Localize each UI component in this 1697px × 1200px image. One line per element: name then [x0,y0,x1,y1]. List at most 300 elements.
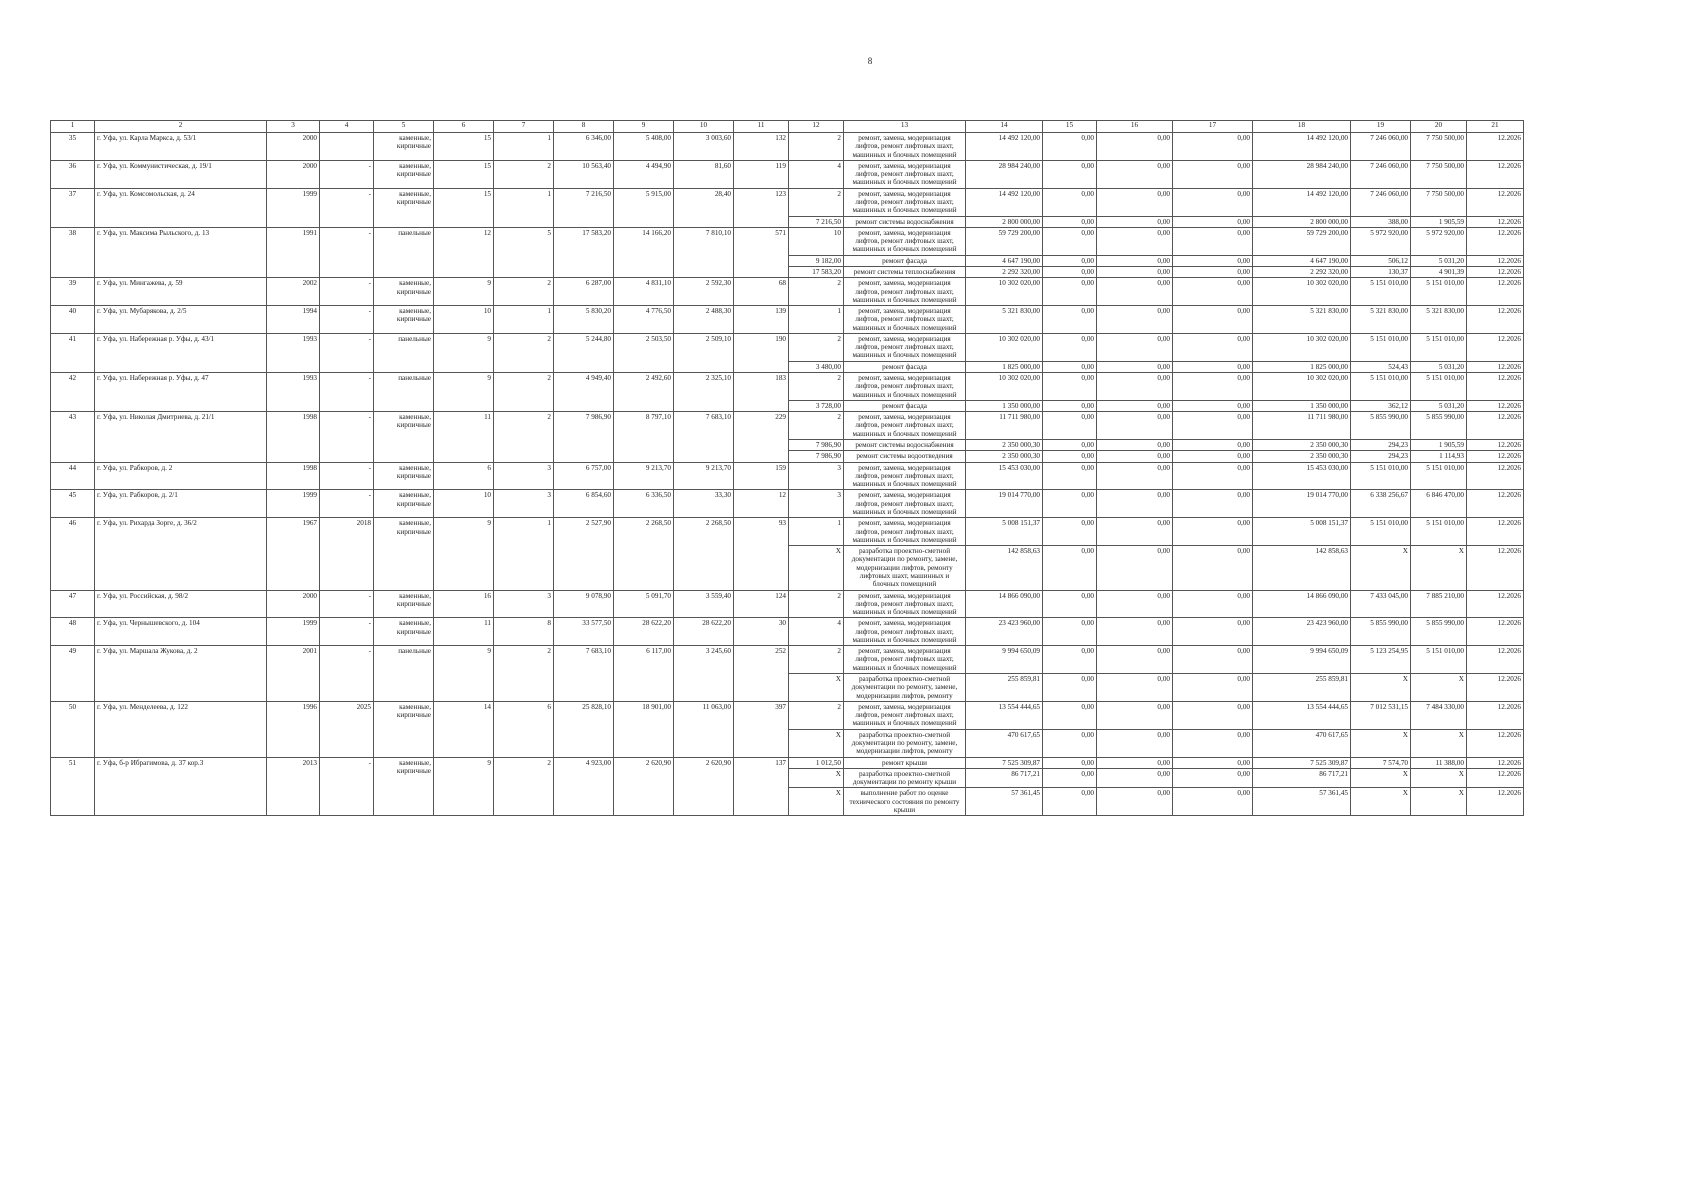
completion-term: 12.2026 [1467,546,1524,590]
build-year: 1998 [267,462,320,490]
entrances: 1 [494,518,554,590]
work-name: ремонт фасада [844,255,966,266]
unit-cost: 7 012 531,15 [1351,701,1411,729]
fund-federal: 0,00 [1043,361,1097,372]
address: г. Уфа, ул. Максима Рыльского, д. 13 [95,227,267,277]
wall-material: каменные, кирпичные [374,412,434,462]
floors: 12 [434,227,494,277]
record-number: 51 [51,757,95,816]
work-cost: 15 453 030,00 [966,462,1043,490]
fund-federal: 0,00 [1043,768,1097,788]
fund-local: 0,00 [1173,333,1253,361]
fund-federal: 0,00 [1043,133,1097,161]
living-area: 2 503,50 [614,333,674,372]
private-area: 2 620,90 [674,757,734,816]
work-volume: 3 480,00 [789,361,844,372]
unit-cost: X [1351,729,1411,757]
living-area: 6 117,00 [614,646,674,702]
work-cost: 10 302 020,00 [966,373,1043,401]
table-row [51,590,1524,618]
wall-material: каменные, кирпичные [374,590,434,618]
floors: 10 [434,306,494,334]
living-area: 5 091,70 [614,590,674,618]
private-area: 2 509,10 [674,333,734,372]
record-number: 46 [51,518,95,590]
fund-local: 0,00 [1173,227,1253,255]
fund-federal: 0,00 [1043,646,1097,674]
work-cost: 10 302 020,00 [966,278,1043,306]
table-row [51,306,1524,334]
address: г. Уфа, ул. Набережная р. Уфы, д. 47 [95,373,267,412]
private-area: 7 683,10 [674,412,734,462]
work-name: ремонт фасада [844,361,966,372]
record-number: 49 [51,646,95,702]
fund-regional: 0,00 [1097,757,1173,768]
total-area: 2 527,90 [554,518,614,590]
work-volume: 2 [789,278,844,306]
address: г. Уфа, б-р Ибрагимова, д. 37 кор.3 [95,757,267,816]
fund-owners: 13 554 444,65 [1253,701,1351,729]
work-volume: 4 [789,618,844,646]
work-volume: 17 583,20 [789,266,844,277]
unit-cost-limit: X [1411,546,1467,590]
fund-federal: 0,00 [1043,788,1097,816]
address: г. Уфа, ул. Коммунистическая, д. 19/1 [95,160,267,188]
fund-regional: 0,00 [1097,590,1173,618]
unit-cost-limit: 11 388,00 [1411,757,1467,768]
build-year: 1996 [267,701,320,757]
work-cost: 5 321 830,00 [966,306,1043,334]
record-number: 48 [51,618,95,646]
completion-term: 12.2026 [1467,768,1524,788]
unit-cost: X [1351,768,1411,788]
table-row [51,133,1524,161]
fund-owners: 14 866 090,00 [1253,590,1351,618]
fund-federal: 0,00 [1043,440,1097,451]
work-name: разработка проектно-сметной документации по ремонту, замене, модернизации лифтов, ремонту [844,674,966,702]
work-cost: 7 525 309,87 [966,757,1043,768]
floors: 16 [434,590,494,618]
column-number-21: 21 [1467,121,1524,133]
completion-term: 12.2026 [1467,216,1524,227]
floors: 9 [434,757,494,816]
completion-term: 12.2026 [1467,412,1524,440]
record-number: 36 [51,160,95,188]
fund-owners: 470 617,65 [1253,729,1351,757]
residents-count: 397 [734,701,789,757]
completion-term: 12.2026 [1467,188,1524,216]
entrances: 2 [494,646,554,702]
floors: 9 [434,373,494,412]
living-area: 2 620,90 [614,757,674,816]
address: г. Уфа, ул. Карла Маркса, д. 53/1 [95,133,267,161]
work-cost: 11 711 980,00 [966,412,1043,440]
total-area: 9 078,90 [554,590,614,618]
work-name: ремонт, замена, модернизация лифтов, ремонт лифтовых шахт, машинных и блочных помещений [844,160,966,188]
floors: 9 [434,278,494,306]
address: г. Уфа, ул. Рабкоров, д. 2/1 [95,490,267,518]
completion-term: 12.2026 [1467,618,1524,646]
fund-regional: 0,00 [1097,646,1173,674]
wall-material: каменные, кирпичные [374,278,434,306]
column-number-4: 4 [320,121,374,133]
private-area: 2 268,50 [674,518,734,590]
completion-term: 12.2026 [1467,440,1524,451]
work-volume: 7 986,90 [789,440,844,451]
work-volume: 3 [789,490,844,518]
fund-regional: 0,00 [1097,188,1173,216]
repair-plan-table [50,120,1524,816]
residents-count: 190 [734,333,789,372]
fund-local: 0,00 [1173,373,1253,401]
column-number-10: 10 [674,121,734,133]
unit-cost: 5 855 990,00 [1351,618,1411,646]
unit-cost-limit: 5 855 990,00 [1411,618,1467,646]
unit-cost-limit: 5 151 010,00 [1411,462,1467,490]
reconstruction-year: - [320,278,374,306]
unit-cost: 5 321 830,00 [1351,306,1411,334]
work-cost: 142 858,63 [966,546,1043,590]
fund-owners: 9 994 650,09 [1253,646,1351,674]
fund-local: 0,00 [1173,701,1253,729]
unit-cost: 362,12 [1351,400,1411,411]
unit-cost-limit: 7 885 210,00 [1411,590,1467,618]
record-number: 42 [51,373,95,412]
build-year: 1999 [267,618,320,646]
build-year: 1993 [267,333,320,372]
address: г. Уфа, ул. Маршала Жукова, д. 2 [95,646,267,702]
private-area: 81,60 [674,160,734,188]
fund-federal: 0,00 [1043,590,1097,618]
completion-term: 12.2026 [1467,160,1524,188]
column-number-1: 1 [51,121,95,133]
entrances: 3 [494,590,554,618]
total-area: 5 244,80 [554,333,614,372]
work-name: ремонт, замена, модернизация лифтов, ремонт лифтовых шахт, машинных и блочных помещений [844,333,966,361]
build-year: 1998 [267,412,320,462]
repair-plan-sheet [50,120,1524,816]
living-area: 14 166,20 [614,227,674,277]
wall-material: каменные, кирпичные [374,618,434,646]
fund-owners: 10 302 020,00 [1253,333,1351,361]
total-area: 5 830,20 [554,306,614,334]
total-area: 4 949,40 [554,373,614,412]
private-area: 3 245,60 [674,646,734,702]
fund-owners: 19 014 770,00 [1253,490,1351,518]
total-area: 7 986,90 [554,412,614,462]
fund-local: 0,00 [1173,590,1253,618]
entrances: 3 [494,490,554,518]
work-cost: 2 350 000,30 [966,440,1043,451]
column-number-3: 3 [267,121,320,133]
fund-regional: 0,00 [1097,160,1173,188]
fund-regional: 0,00 [1097,133,1173,161]
reconstruction-year: 2018 [320,518,374,590]
residents-count: 229 [734,412,789,462]
record-number: 35 [51,133,95,161]
table-row [51,646,1524,674]
fund-regional: 0,00 [1097,412,1173,440]
private-area: 3 003,60 [674,133,734,161]
record-number: 40 [51,306,95,334]
living-area: 28 622,20 [614,618,674,646]
fund-federal: 0,00 [1043,255,1097,266]
total-area: 33 577,50 [554,618,614,646]
work-name: ремонт, замена, модернизация лифтов, ремонт лифтовых шахт, машинных и блочных помещений [844,133,966,161]
entrances: 1 [494,306,554,334]
work-volume: 2 [789,188,844,216]
reconstruction-year: - [320,490,374,518]
work-volume: 7 986,90 [789,451,844,462]
floors: 11 [434,618,494,646]
fund-local: 0,00 [1173,266,1253,277]
floors: 11 [434,412,494,462]
work-name: ремонт, замена, модернизация лифтов, ремонт лифтовых шахт, машинных и блочных помещений [844,701,966,729]
entrances: 2 [494,160,554,188]
living-area: 2 492,60 [614,373,674,412]
living-area: 4 831,10 [614,278,674,306]
unit-cost: 524,43 [1351,361,1411,372]
work-name: ремонт системы водоснабжения [844,216,966,227]
work-name: ремонт, замена, модернизация лифтов, ремонт лифтовых шахт, машинных и блочных помещений [844,518,966,546]
fund-owners: 14 492 120,00 [1253,188,1351,216]
unit-cost-limit: 5 972 920,00 [1411,227,1467,255]
work-name: ремонт, замена, модернизация лифтов, ремонт лифтовых шахт, машинных и блочных помещений [844,227,966,255]
fund-federal: 0,00 [1043,518,1097,546]
fund-regional: 0,00 [1097,729,1173,757]
work-cost: 2 350 000,30 [966,451,1043,462]
completion-term: 12.2026 [1467,701,1524,729]
fund-owners: 59 729 200,00 [1253,227,1351,255]
fund-local: 0,00 [1173,216,1253,227]
build-year: 1999 [267,490,320,518]
address: г. Уфа, ул. Мубарякова, д. 2/5 [95,306,267,334]
fund-regional: 0,00 [1097,518,1173,546]
fund-owners: 14 492 120,00 [1253,133,1351,161]
unit-cost: 294,23 [1351,440,1411,451]
wall-material: каменные, кирпичные [374,188,434,227]
fund-local: 0,00 [1173,451,1253,462]
build-year: 1994 [267,306,320,334]
table-row [51,462,1524,490]
fund-local: 0,00 [1173,255,1253,266]
unit-cost-limit: 5 151 010,00 [1411,646,1467,674]
fund-regional: 0,00 [1097,400,1173,411]
work-cost: 13 554 444,65 [966,701,1043,729]
living-area: 6 336,50 [614,490,674,518]
total-area: 17 583,20 [554,227,614,277]
address: г. Уфа, ул. Рихарда Зорге, д. 36/2 [95,518,267,590]
work-cost: 14 492 120,00 [966,188,1043,216]
private-area: 3 559,40 [674,590,734,618]
fund-local: 0,00 [1173,400,1253,411]
fund-owners: 23 423 960,00 [1253,618,1351,646]
completion-term: 12.2026 [1467,490,1524,518]
work-name: ремонт, замена, модернизация лифтов, ремонт лифтовых шахт, машинных и блочных помещений [844,462,966,490]
record-number: 41 [51,333,95,372]
completion-term: 12.2026 [1467,451,1524,462]
entrances: 6 [494,701,554,757]
address: г. Уфа, ул. Менделеева, д. 122 [95,701,267,757]
address: г. Уфа, ул. Чернышевского, д. 104 [95,618,267,646]
fund-local: 0,00 [1173,788,1253,816]
work-cost: 57 361,45 [966,788,1043,816]
fund-regional: 0,00 [1097,788,1173,816]
column-number-13: 13 [844,121,966,133]
fund-owners: 4 647 190,00 [1253,255,1351,266]
residents-count: 139 [734,306,789,334]
fund-local: 0,00 [1173,757,1253,768]
entrances: 2 [494,333,554,372]
record-number: 38 [51,227,95,277]
record-number: 43 [51,412,95,462]
work-volume: X [789,768,844,788]
reconstruction-year: - [320,646,374,702]
fund-federal: 0,00 [1043,701,1097,729]
reconstruction-year: - [320,333,374,372]
address: г. Уфа, ул. Мингажева, д. 59 [95,278,267,306]
residents-count: 124 [734,590,789,618]
reconstruction-year: - [320,590,374,618]
entrances: 2 [494,757,554,816]
work-cost: 14 492 120,00 [966,133,1043,161]
work-cost: 9 994 650,09 [966,646,1043,674]
work-cost: 255 859,81 [966,674,1043,702]
private-area: 28,40 [674,188,734,227]
unit-cost-limit: 5 321 830,00 [1411,306,1467,334]
unit-cost-limit: 1 114,93 [1411,451,1467,462]
record-number: 37 [51,188,95,227]
work-name: ремонт, замена, модернизация лифтов, ремонт лифтовых шахт, машинных и блочных помещений [844,306,966,334]
work-name: ремонт, замена, модернизация лифтов, ремонт лифтовых шахт, машинных и блочных помещений [844,646,966,674]
living-area: 4 494,90 [614,160,674,188]
fund-federal: 0,00 [1043,373,1097,401]
unit-cost-limit: 7 484 330,00 [1411,701,1467,729]
entrances: 2 [494,412,554,462]
residents-count: 137 [734,757,789,816]
unit-cost-limit: 7 750 500,00 [1411,133,1467,161]
residents-count: 12 [734,490,789,518]
fund-local: 0,00 [1173,729,1253,757]
work-volume: X [789,788,844,816]
fund-regional: 0,00 [1097,227,1173,255]
page-number: 8 [867,56,873,66]
build-year: 2013 [267,757,320,816]
unit-cost: 7 246 060,00 [1351,133,1411,161]
fund-regional: 0,00 [1097,490,1173,518]
fund-regional: 0,00 [1097,462,1173,490]
work-volume: 4 [789,160,844,188]
fund-local: 0,00 [1173,188,1253,216]
record-number: 39 [51,278,95,306]
unit-cost-limit: 1 905,59 [1411,440,1467,451]
fund-owners: 2 350 000,30 [1253,440,1351,451]
private-area: 2 488,30 [674,306,734,334]
unit-cost-limit: 5 031,20 [1411,255,1467,266]
reconstruction-year: - [320,306,374,334]
fund-owners: 15 453 030,00 [1253,462,1351,490]
residents-count: 252 [734,646,789,702]
entrances: 8 [494,618,554,646]
total-area: 6 346,00 [554,133,614,161]
column-number-20: 20 [1411,121,1467,133]
work-name: разработка проектно-сметной документации по ремонту, замене, модернизации лифтов, ремонту лифтовых шахт, машинных и блочных помещений [844,546,966,590]
fund-local: 0,00 [1173,518,1253,546]
unit-cost: 5 151 010,00 [1351,333,1411,361]
fund-federal: 0,00 [1043,333,1097,361]
fund-owners: 11 711 980,00 [1253,412,1351,440]
column-number-12: 12 [789,121,844,133]
residents-count: 159 [734,462,789,490]
work-name: ремонт фасада [844,400,966,411]
fund-federal: 0,00 [1043,227,1097,255]
living-area: 5 915,00 [614,188,674,227]
floors: 15 [434,133,494,161]
floors: 9 [434,646,494,702]
entrances: 2 [494,373,554,412]
table-row [51,518,1524,546]
column-number-14: 14 [966,121,1043,133]
fund-owners: 28 984 240,00 [1253,160,1351,188]
fund-federal: 0,00 [1043,546,1097,590]
work-name: разработка проектно-сметной документации по ремонту крыши [844,768,966,788]
completion-term: 12.2026 [1467,518,1524,546]
wall-material: каменные, кирпичные [374,160,434,188]
total-area: 6 757,00 [554,462,614,490]
column-number-16: 16 [1097,121,1173,133]
fund-federal: 0,00 [1043,490,1097,518]
work-cost: 28 984 240,00 [966,160,1043,188]
living-area: 8 797,10 [614,412,674,462]
total-area: 10 563,40 [554,160,614,188]
wall-material: панельные [374,646,434,702]
wall-material: каменные, кирпичные [374,518,434,590]
fund-federal: 0,00 [1043,451,1097,462]
wall-material: панельные [374,373,434,412]
floors: 9 [434,333,494,372]
unit-cost: 7 574,70 [1351,757,1411,768]
unit-cost-limit: 4 901,39 [1411,266,1467,277]
work-cost: 2 292 320,00 [966,266,1043,277]
fund-owners: 5 008 151,37 [1253,518,1351,546]
completion-term: 12.2026 [1467,278,1524,306]
build-year: 1999 [267,188,320,227]
build-year: 2002 [267,278,320,306]
unit-cost: 5 123 254,95 [1351,646,1411,674]
work-volume: 2 [789,590,844,618]
unit-cost: X [1351,788,1411,816]
unit-cost-limit: X [1411,788,1467,816]
unit-cost: 388,00 [1351,216,1411,227]
completion-term: 12.2026 [1467,729,1524,757]
fund-owners: 1 825 000,00 [1253,361,1351,372]
unit-cost-limit: 5 031,20 [1411,400,1467,411]
table-row [51,160,1524,188]
fund-federal: 0,00 [1043,266,1097,277]
column-number-row [51,121,1524,133]
floors: 15 [434,160,494,188]
fund-local: 0,00 [1173,646,1253,674]
fund-regional: 0,00 [1097,768,1173,788]
work-name: ремонт системы теплоснабжения [844,266,966,277]
work-name: ремонт системы водоснабжения [844,440,966,451]
unit-cost: 7 246 060,00 [1351,188,1411,216]
completion-term: 12.2026 [1467,590,1524,618]
record-number: 44 [51,462,95,490]
column-number-6: 6 [434,121,494,133]
unit-cost-limit: 5 151 010,00 [1411,333,1467,361]
column-number-9: 9 [614,121,674,133]
